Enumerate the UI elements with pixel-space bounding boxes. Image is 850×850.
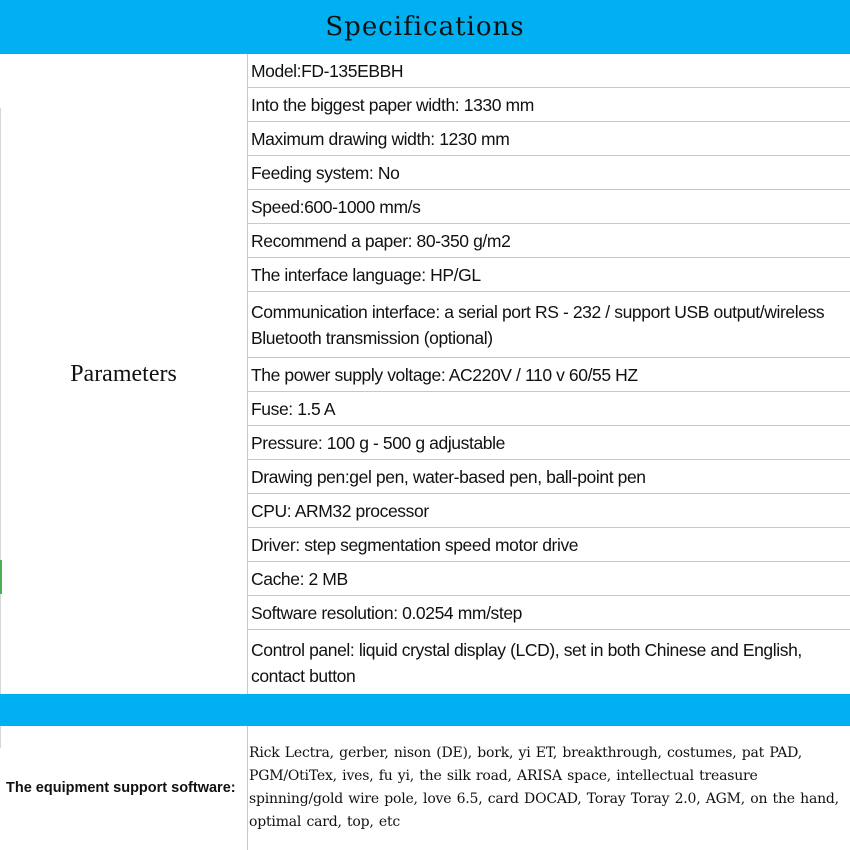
software-label: The equipment support software: [0, 726, 248, 850]
software-text: Rick Lectra, gerber, nison (DE), bork, yi ET, breakthrough, costumes, pat PAD, PGM/OtiTex, ives, fu yi, the silk road, ARISA space, intellectual treasure spinning/gold wire pole, love 6.5, card DOCAD, Toray Toray 2.0, AGM, on the hand, optimal card, top, etc [249, 745, 839, 830]
page-title: Specifications [325, 12, 525, 42]
param-row-cpu: CPU: ARM32 processor [248, 494, 850, 528]
param-row-fuse: Fuse: 1.5 A [248, 392, 850, 426]
param-row-interface-language: The interface language: HP/GL [248, 258, 850, 292]
param-row-power: The power supply voltage: AC220V / 110 v 60/55 HZ [248, 358, 850, 392]
param-row-model: Model:FD-135EBBH [248, 54, 850, 88]
param-row-communication: Communication interface: a serial port RS - 232 / support USB output/wireless Bluetooth transmission (optional) [248, 292, 850, 358]
param-row-resolution: Software resolution: 0.0254 mm/step [248, 596, 850, 630]
param-row-feeding: Feeding system: No [248, 156, 850, 190]
param-row-cache: Cache: 2 MB [248, 562, 850, 596]
param-row-driver: Driver: step segmentation speed motor drive [248, 528, 850, 562]
param-row-pen: Drawing pen:gel pen, water-based pen, ball-point pen [248, 460, 850, 494]
param-row-drawing-width: Maximum drawing width: 1230 mm [248, 122, 850, 156]
parameters-label: Parameters [0, 54, 248, 694]
param-row-control-panel: Control panel: liquid crystal display (LCD), set in both Chinese and English, contact button [251, 640, 802, 686]
param-row-paper: Recommend a paper: 80-350 g/m2 [248, 224, 850, 258]
param-row-speed: Speed:600-1000 mm/s [248, 190, 850, 224]
param-row-pressure: Pressure: 100 g - 500 g adjustable [248, 426, 850, 460]
parameters-section [0, 54, 850, 694]
title-bar [0, 0, 850, 54]
left-marker [0, 560, 2, 594]
software-section [0, 726, 850, 850]
software-list [249, 726, 849, 850]
parameters-list [248, 54, 850, 694]
separator-bar [0, 694, 850, 726]
param-row-paper-width: Into the biggest paper width: 1330 mm [248, 88, 850, 122]
